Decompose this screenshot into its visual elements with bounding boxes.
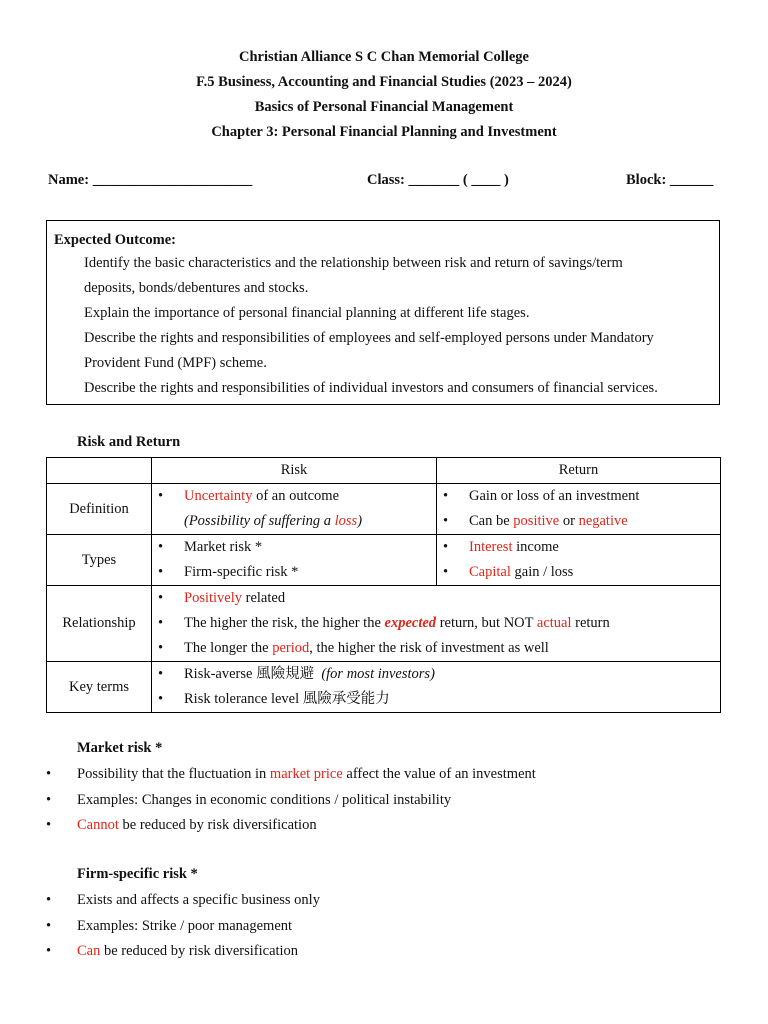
outcome-line: Describe the rights and responsibilities of individual investors and consumers of financial services. (84, 380, 658, 396)
list-item (46, 762, 726, 788)
definition-return-cell (437, 484, 721, 535)
types-risk-cell (152, 535, 437, 586)
return-column-header: Return (437, 458, 721, 484)
document-header (0, 46, 768, 146)
definition-risk-cell (152, 484, 437, 535)
list-item (152, 560, 436, 585)
item-text: Exists and affects a specific business only (77, 892, 320, 908)
outcome-line: Describe the rights and responsibilities of employees and self-employed persons under Mandatory (84, 330, 654, 346)
item-text: Risk tolerance level 風險承受能力 (184, 691, 390, 707)
highlight-text: market price (269, 766, 343, 782)
course-title: F.5 Business, Accounting and Financial Studies (2023 – 2024) (196, 74, 572, 90)
item-text: return, but NOT (436, 615, 537, 631)
item-text: related (242, 590, 286, 606)
chapter-title: Chapter 3: Personal Financial Planning and Investment (211, 124, 557, 140)
block-field[interactable]: Block: ______ (626, 172, 714, 188)
highlight-text: positive (513, 513, 560, 529)
highlight-text: actual (536, 615, 572, 631)
list-item (46, 813, 726, 839)
item-text: Gain or loss of an investment (469, 488, 640, 504)
item-text: Firm-specific risk * (184, 564, 299, 580)
highlight-text: Interest (469, 539, 513, 555)
item-text: Risk-averse 風險規避 (184, 666, 315, 682)
bullet-icon: • (443, 539, 449, 555)
item-text: be reduced by risk diversification (100, 943, 299, 959)
highlight-text: Cannot (77, 817, 119, 833)
item-text: The longer the (184, 640, 273, 656)
item-text: or (559, 513, 579, 529)
bullet-icon: • (46, 817, 52, 833)
list-item (152, 586, 720, 611)
item-text: Examples: Strike / poor management (77, 917, 293, 934)
bullet-icon: • (46, 892, 52, 908)
item-text: Can be (469, 513, 514, 529)
highlight-text: negative (578, 513, 628, 529)
bullet-icon: • (158, 564, 164, 580)
firm-specific-risk-title: Firm-specific risk * (77, 866, 198, 882)
list-item (152, 636, 720, 661)
list-item (437, 560, 720, 585)
outcome-line: Identify the basic characteristics and the relationship between risk and return of savings/term (84, 255, 623, 271)
item-text: (Possibility of suffering a (184, 513, 335, 529)
relationship-cell (152, 586, 721, 662)
list-item (152, 535, 436, 560)
risk-column-header: Risk (152, 458, 437, 484)
list-item (152, 484, 436, 509)
item-note: (for most investors) (321, 666, 435, 682)
bullet-icon: • (158, 691, 164, 707)
outcome-line: Provident Fund (MPF) scheme. (84, 355, 267, 371)
item-text: Market risk * (184, 539, 263, 555)
list-item-continuation (152, 509, 436, 534)
highlight-text: Can (77, 943, 101, 959)
list-item (152, 687, 720, 712)
bullet-icon: • (46, 766, 52, 782)
highlight-text: loss (334, 513, 358, 529)
table-header-row (47, 458, 721, 484)
outcome-line: deposits, bonds/debentures and stocks. (84, 280, 309, 296)
item-text: of an outcome (252, 488, 340, 504)
table-row (47, 484, 721, 535)
bullet-icon: • (46, 943, 52, 959)
list-item (437, 535, 720, 560)
expected-outcome-title: Expected Outcome: (54, 232, 177, 248)
bullet-icon: • (46, 917, 52, 934)
highlight-text: expected (384, 615, 437, 631)
firm-specific-risk-list (46, 888, 726, 965)
risk-return-title: Risk and Return (77, 434, 181, 450)
expected-outcome-box (46, 220, 720, 405)
name-field[interactable]: Name: ______________________ (48, 172, 253, 188)
row-label-key-terms: Key terms (47, 662, 152, 713)
bullet-icon: • (158, 539, 164, 555)
list-item (46, 788, 726, 814)
class-field[interactable]: Class: _______ ( ____ ) (367, 172, 509, 188)
school-name: Christian Alliance S C Chan Memorial College (239, 49, 529, 65)
topic-title: Basics of Personal Financial Management (254, 99, 514, 115)
list-item (437, 509, 720, 534)
list-item (152, 662, 720, 687)
risk-return-table (46, 457, 721, 713)
highlight-text: Uncertainty (184, 488, 253, 504)
item-text: return (571, 615, 610, 631)
row-label-definition: Definition (47, 484, 152, 535)
bullet-icon: • (158, 590, 164, 606)
item-text: ) (357, 513, 363, 529)
bullet-icon: • (443, 488, 449, 504)
item-text: Examples: Changes in economic conditions / political instability (77, 791, 452, 808)
list-item (46, 939, 726, 965)
item-text: gain / loss (510, 564, 574, 580)
row-label-types: Types (47, 535, 152, 586)
bullet-icon: • (158, 666, 164, 682)
bullet-icon: • (158, 615, 164, 631)
list-item (46, 914, 726, 940)
bullet-icon: • (443, 564, 449, 580)
item-text: be reduced by risk diversification (118, 817, 317, 833)
market-risk-list (46, 762, 726, 839)
table-corner-cell (47, 458, 152, 484)
row-label-relationship: Relationship (47, 586, 152, 662)
highlight-text: Positively (184, 590, 243, 606)
highlight-text: period (272, 640, 310, 656)
item-text: affect the value of an investment (342, 766, 536, 782)
key-terms-cell (152, 662, 721, 713)
item-text: , the higher the risk of investment as well (309, 640, 549, 656)
item-text: income (512, 539, 559, 555)
types-return-cell (437, 535, 721, 586)
bullet-icon: • (46, 791, 52, 808)
list-item (46, 888, 726, 914)
outcome-line: Explain the importance of personal financial planning at different life stages. (84, 305, 530, 321)
item-text: The higher the risk, the higher the (184, 615, 385, 631)
table-row (47, 662, 721, 713)
bullet-icon: • (443, 513, 449, 529)
bullet-icon: • (158, 488, 164, 504)
highlight-text: Capital (469, 564, 511, 580)
bullet-icon: • (158, 640, 164, 656)
list-item (437, 484, 720, 509)
list-item (152, 611, 720, 636)
table-row (47, 535, 721, 586)
table-row (47, 586, 721, 662)
item-text: Possibility that the fluctuation in (77, 766, 270, 782)
market-risk-title: Market risk * (77, 740, 163, 756)
